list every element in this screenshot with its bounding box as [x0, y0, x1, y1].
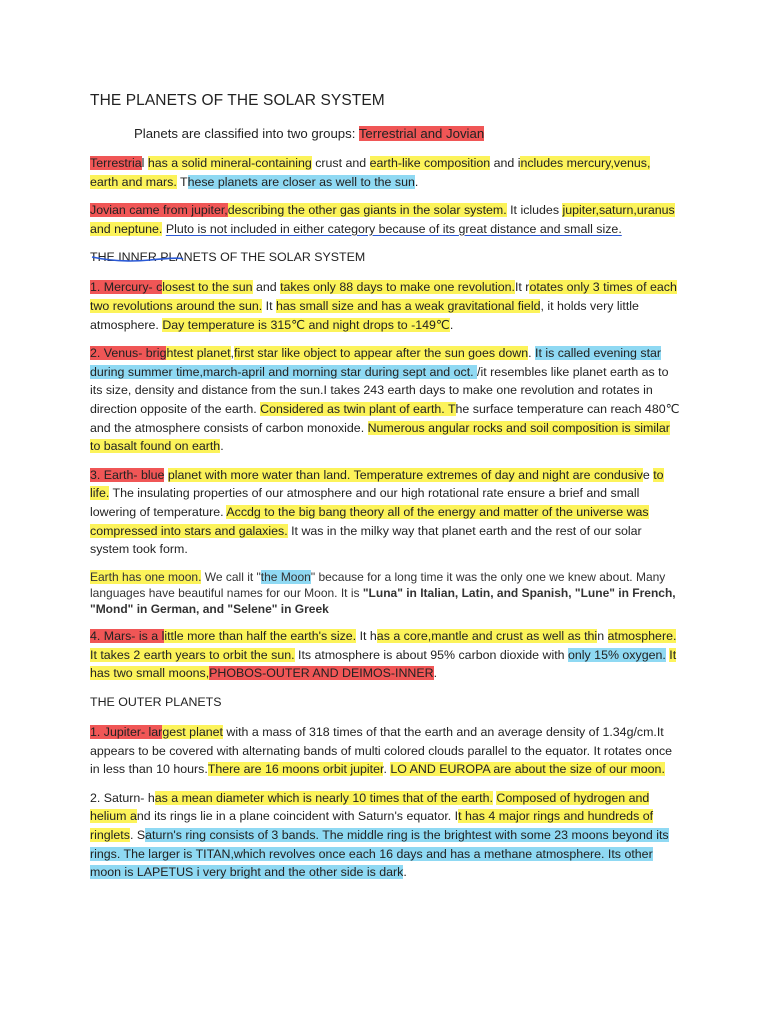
jovian-segment: describing the other gas giants in the solar system. — [227, 203, 507, 218]
mars-segment: as a core,mantle and crust as well as thi — [376, 629, 598, 644]
intro-paragraph — [90, 124, 682, 143]
paragraph-venus — [90, 344, 682, 456]
venus-segment: htest planet — [166, 346, 231, 361]
mercury-segment: and — [252, 280, 281, 295]
terrestrial-segment: earth-like composition — [369, 156, 491, 170]
mercury-segment: 1. Mercury- c — [90, 280, 163, 295]
venus-segment: Numerous angular rocks and soil composition is similar to basalt found on earth — [90, 420, 670, 454]
mercury-segment: . — [449, 317, 454, 332]
paragraph-jupiter — [90, 723, 682, 779]
earth-segment: 3. Earth- blue — [90, 467, 165, 482]
paragraph-mercury — [90, 278, 682, 334]
mercury-segment: takes only 88 days to make one revolution. — [280, 280, 515, 295]
paragraph-saturn — [90, 789, 682, 882]
saturn-segment: as a mean diameter which is nearly 10 times that of the earth. — [154, 790, 493, 805]
earth-segment: It was in the milky way that planet earth and the rest of our solar system took form. — [90, 523, 642, 557]
terrestrial-segment: Terrestria — [90, 156, 142, 170]
jupiter-segment: 1. Jupiter- lar — [90, 725, 163, 740]
paragraph-terrestrial — [90, 154, 682, 191]
mars-segment: It has two small moons, — [90, 647, 677, 681]
earth-segment: e — [642, 467, 654, 482]
terrestrial-segment: . — [414, 174, 419, 189]
mars-segment: n — [597, 629, 608, 644]
venus-segment: , — [230, 346, 234, 361]
page-title: THE PLANETS OF THE SOLAR SYSTEM — [90, 92, 385, 109]
venus-segment: he surface temperature can reach 480℃ and the atmosphere consists of carbon monoxide. — [90, 401, 680, 435]
paragraph-earth — [90, 466, 682, 559]
jovian-segment: jupiter,saturn,uranus and neptune. — [90, 203, 675, 236]
mercury-segment: losest to the sun — [162, 280, 253, 295]
paragraph-jovian — [90, 201, 682, 238]
terrestrial-segment: and i — [490, 156, 521, 170]
jovian-segment: It icludes — [506, 203, 563, 218]
mars-segment: PHOBOS-OUTER AND DEIMOS-INNER — [209, 666, 434, 681]
pen-underline-mark — [90, 254, 185, 264]
saturn-segment: t has 4 major rings and hundreds of ringlets — [90, 809, 654, 843]
saturn-segment: nd its rings lie in a plane coincident with Saturn's equator. I — [136, 809, 459, 824]
mercury-segment: has small size and has a weak gravitational field — [275, 298, 541, 313]
terrestrial-segment: hese planets are closer as well to the sun — [187, 174, 415, 189]
earth-segment: planet with more water than land. Temperature extremes of day and night are condusiv — [167, 467, 643, 482]
intro-highlight: Terrestrial and Jovian — [358, 126, 485, 141]
saturn-segment: . S — [129, 828, 146, 843]
venus-segment: first star like object to appear after the sun goes down — [234, 346, 529, 361]
mercury-segment: It — [262, 298, 276, 313]
venus-segment: It is called evening star during summer time,march-april and morning star during sept and oct. — [90, 346, 662, 379]
moon-segment: "Luna" in Italian, Latin, and Spanish, "Lune" in French, "Mond" in German, and "Selene" in Greek — [90, 585, 676, 617]
jovian-segment: Pluto is not included in either category because of its great distance and small size. — [165, 221, 622, 236]
venus-segment: . — [528, 346, 535, 361]
mars-segment: It h — [356, 629, 377, 644]
earth-segment: Accdg to the big bang theory all of the energy and matter of the universe was compressed into stars and galaxies. — [90, 504, 649, 538]
mercury-segment: It r — [514, 280, 530, 295]
venus-segment: /it resembles like planet earth as to its size, density and distance from the sun.I takes 243 earth days to make one revolution and rotates in direction opposite of the earth. — [90, 364, 669, 416]
moon-segment: Earth has one moon. — [90, 569, 202, 584]
moon-segment: We call it " — [201, 569, 261, 584]
saturn-segment: aturn's ring consists of 3 bands. The middle ring is the brightest with some 23 moons beyond its rings. The larger is TITAN,which revolves once each 16 days and has a methane atmosphere. Its other moon is LAPETUS i very bright and the other side is dark — [90, 828, 669, 880]
jupiter-segment: . — [383, 762, 391, 777]
venus-segment: Considered as twin plant of earth. T — [260, 401, 456, 416]
paragraph-moon — [90, 569, 682, 618]
saturn-segment: 2. Saturn- h — [90, 790, 155, 805]
mars-segment: . — [433, 666, 438, 681]
moon-segment: the Moon — [260, 569, 311, 584]
section-heading-outer: THE OUTER PLANETS — [90, 695, 222, 710]
jupiter-segment: There are 16 moons orbit jupiter — [207, 762, 384, 777]
mercury-segment: , it holds very little atmosphere. — [90, 298, 639, 332]
mars-segment: atmosphere. — [607, 629, 677, 644]
mars-segment: Its atmosphere is about 95% carbon dioxide with — [294, 647, 568, 662]
mars-segment: It takes 2 earth years to orbit the sun. — [90, 647, 295, 662]
mars-segment: only 15% oxygen. — [568, 647, 666, 662]
terrestrial-segment: has a solid mineral-containing — [147, 156, 312, 170]
saturn-segment: Composed of hydrogen and helium a — [90, 790, 650, 824]
venus-segment: 2. Venus- brig — [90, 346, 167, 361]
saturn-segment: . — [403, 865, 407, 880]
jupiter-segment: LO AND EUROPA are about the size of our moon. — [390, 762, 665, 777]
mars-segment: 4. Mars- is a l — [90, 629, 165, 644]
intro-text: Planets are classified into two groups: — [134, 126, 359, 141]
moon-segment: " because for a long time it was the only one we knew about. Many languages have beautiful names for our Moon. It is — [90, 569, 666, 600]
section-heading-inner: THE INNER PLANETS OF THE SOLAR SYSTEM — [90, 250, 366, 265]
jovian-segment: Jovian came from jupiter, — [90, 203, 228, 218]
venus-segment: . — [220, 439, 224, 454]
earth-segment: to life. — [90, 467, 664, 501]
jupiter-segment: with a mass of 318 times of that the earth and an average density of 1.34g/cm.It appears to be covered with alternating bands of multi colored clouds parallel to the equator. It rotates once in less than 10 hours. — [90, 725, 673, 777]
terrestrial-segment: T — [176, 174, 188, 189]
terrestrial-segment: crust and — [311, 156, 370, 170]
earth-segment: The insulating properties of our atmosphere and our high rotational rate ensure a brief and small lowering of temperature. — [90, 486, 640, 519]
terrestrial-segment: l — [141, 156, 148, 170]
mars-segment: ittle more than half the earth's size. — [164, 629, 357, 644]
terrestrial-segment: ncludes mercury,venus, earth and mars. — [90, 156, 651, 189]
jupiter-segment: gest planet — [162, 725, 223, 740]
mercury-segment: otates only 3 times of each two revolutions around the sun. — [90, 280, 677, 313]
mercury-segment: Day temperature is 315℃ and night drops to -149℃ — [162, 317, 450, 332]
paragraph-mars — [90, 627, 682, 683]
